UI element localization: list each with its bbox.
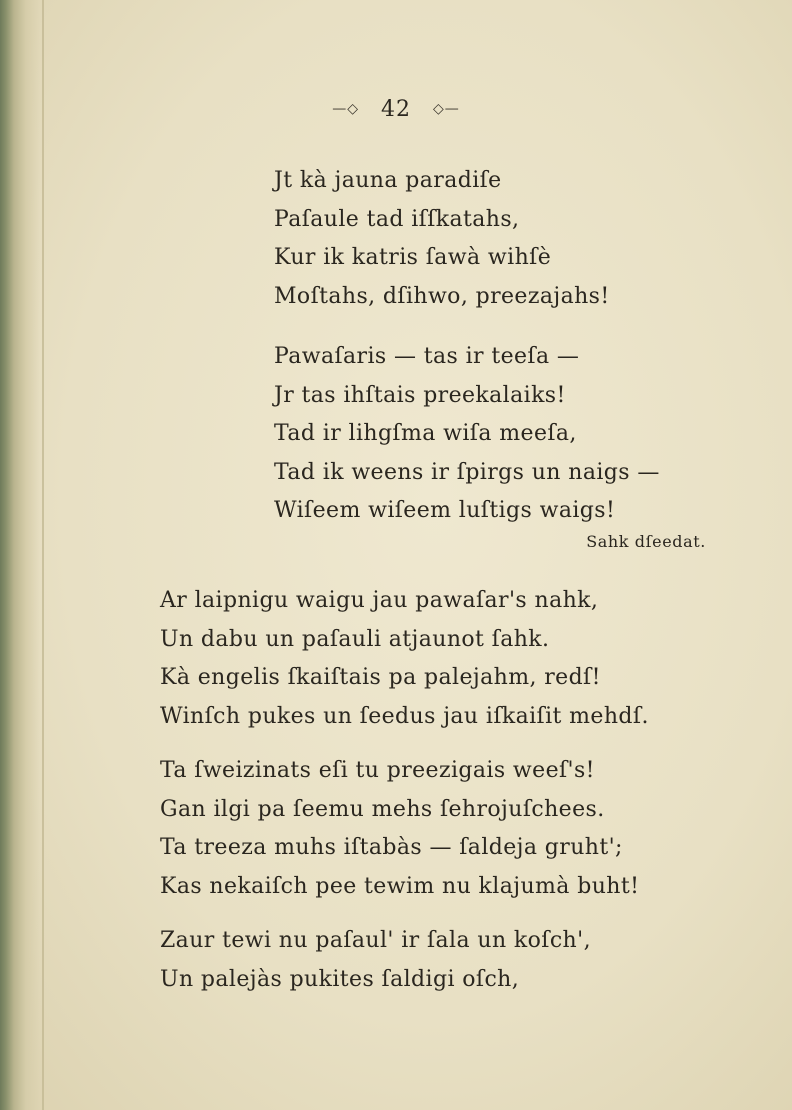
verse-line: Kà engelis ſkaiſtais pa palejahm, redſ!: [160, 665, 601, 690]
verse-line: Wiſeem wiſeem luſtigs waigs!: [274, 498, 616, 523]
verse-line: Jt kà jauna paradiſe: [274, 168, 502, 193]
verse-line: Tad ik weens ir ſpirgs un naigs —: [274, 459, 660, 485]
verse-line: Pawaſaris — tas ir teeſa —: [274, 344, 580, 369]
poem-one-stanza-2: [274, 338, 660, 531]
binding-edge: [0, 0, 40, 1110]
verse-line: Kas nekaiſch pee tewim nu klajumà buht!: [160, 873, 640, 899]
verse-line: Un palejàs pukites ſaldigi oſch,: [160, 966, 520, 992]
verse-line: Winſch pukes un ſeedus jau iſkaiſit mehdſ.: [160, 703, 649, 729]
verse-line: Tad ir lihgſma wiſa meeſa,: [274, 421, 577, 446]
verse-line: Ta treeza muhs iſtabàs — ſaldeja gruht';: [160, 835, 623, 860]
poem-two-stanza-3: [160, 922, 591, 999]
verse-line: Kur ik katris ſawà wihſè: [274, 245, 552, 270]
verse-line: Gan ilgi pa ſeemu mehs ſehrojuſchees.: [160, 796, 605, 822]
verse-line: Paſaule tad iſſkatahs,: [274, 206, 520, 232]
verse-line: Zaur tewi nu paſaul' ir ſala un koſch',: [160, 928, 591, 953]
poem-two-stanza-2: [160, 752, 639, 906]
page-number: 42: [381, 96, 411, 122]
right-ornament-icon: ◇—: [433, 101, 460, 117]
poem-one-stanza-1: [274, 162, 610, 316]
left-ornament-icon: —◇: [332, 101, 359, 117]
verse-line: Jr tas ihſtais preekalaiks!: [274, 382, 566, 408]
verse-line: Ta ſweizinats eſi tu preezigais weeſ's!: [160, 758, 595, 783]
verse-line: Ar laipnigu waigu jau pawaſar's nahk,: [160, 588, 599, 613]
verse-line: Moſtahs, dſihwo, preezajahs!: [274, 283, 610, 309]
poem-two-stanza-1: [160, 582, 649, 736]
verse-line: Un dabu un paſauli atjaunot ſahk.: [160, 626, 550, 652]
page-header: [0, 96, 792, 122]
binding-line: [42, 0, 44, 1110]
attribution: Sahk dſeedat.: [586, 532, 706, 551]
